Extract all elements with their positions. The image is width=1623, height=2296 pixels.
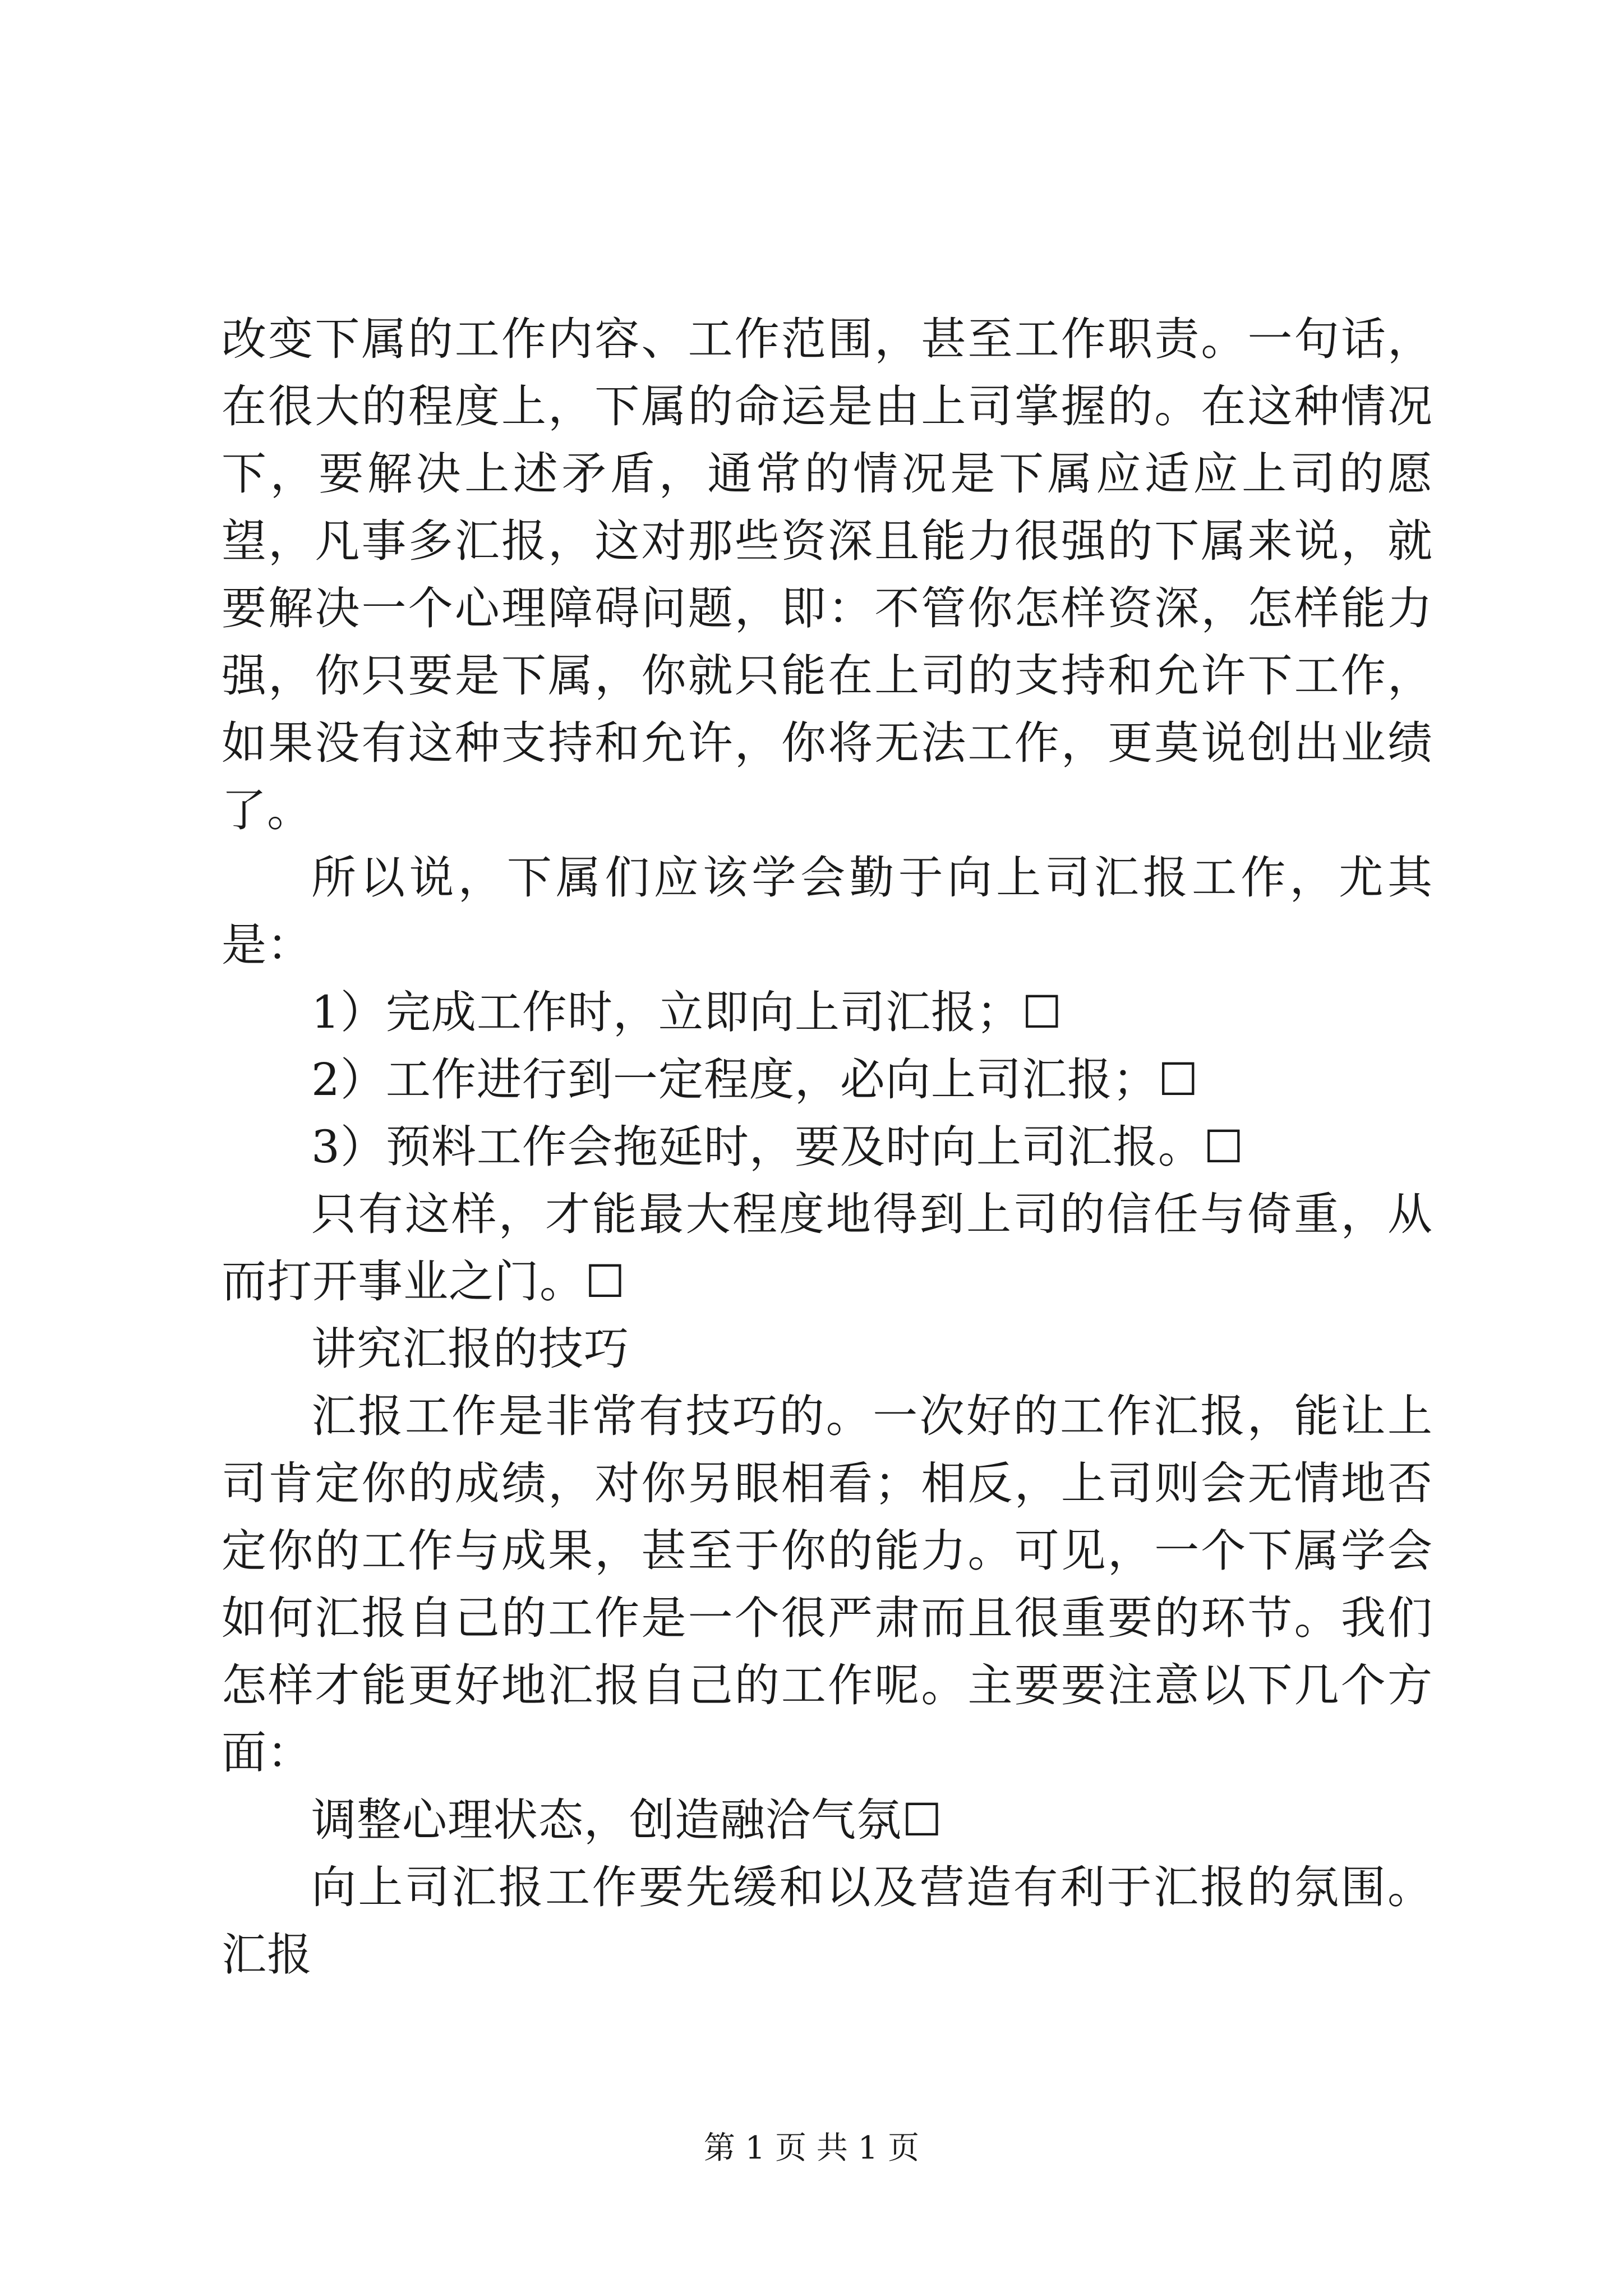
paragraph-5: 向上司汇报工作要先缓和以及营造有利于汇报的氛围。汇报 (222, 1861, 1433, 1981)
paragraph-3: 只有这样，才能最大程度地得到上司的信任与倚重，从而打开事业之门。☐ (222, 1188, 1433, 1308)
paragraph-1: 改变下属的工作内容、工作范围，甚至工作职责。一句话，在很大的程度上，下属的命运是由上司掌握的。在这种情况下，要解决上述矛盾，通常的情况是下属应适应上司的愿望，凡事多汇报，这对那些资深且能力很强的下属来说，就要解决一个心理障碍问题，即：不管你怎样资深，怎样能力强，你只要是下属，你就只能在上司的支持和允许下工作，如果没有这种支持和允许，你将无法工作，更莫说创出业绩了。 (222, 313, 1433, 836)
list-item-1: 1）完成工作时，立即向上司汇报；☐ (311, 986, 1063, 1038)
paragraph-2: 所以说，下属们应该学会勤于向上司汇报工作，尤其是： (222, 852, 1433, 971)
document-body (222, 306, 1433, 1989)
section-heading-1: 讲究汇报的技巧 (311, 1323, 629, 1375)
section-heading-2: 调整心理状态，创造融洽气氛☐ (311, 1794, 943, 1846)
list-item-3: 3）预料工作会拖延时，要及时向上司汇报。☐ (311, 1121, 1244, 1173)
list-item-2: 2）工作进行到一定程度，必向上司汇报；☐ (311, 1053, 1199, 1106)
page-footer: 第 1 页 共 1 页 (703, 2130, 920, 2166)
paragraph-4: 汇报工作是非常有技巧的。一次好的工作汇报，能让上司肯定你的成绩，对你另眼相看；相反，上司则会无情地否定你的工作与成果，甚至于你的能力。可见，一个下属学会如何汇报自己的工作是一个很严肃而且很重要的环节。我们怎样才能更好地汇报自己的工作呢。主要要注意以下几个方面： (222, 1390, 1433, 1779)
